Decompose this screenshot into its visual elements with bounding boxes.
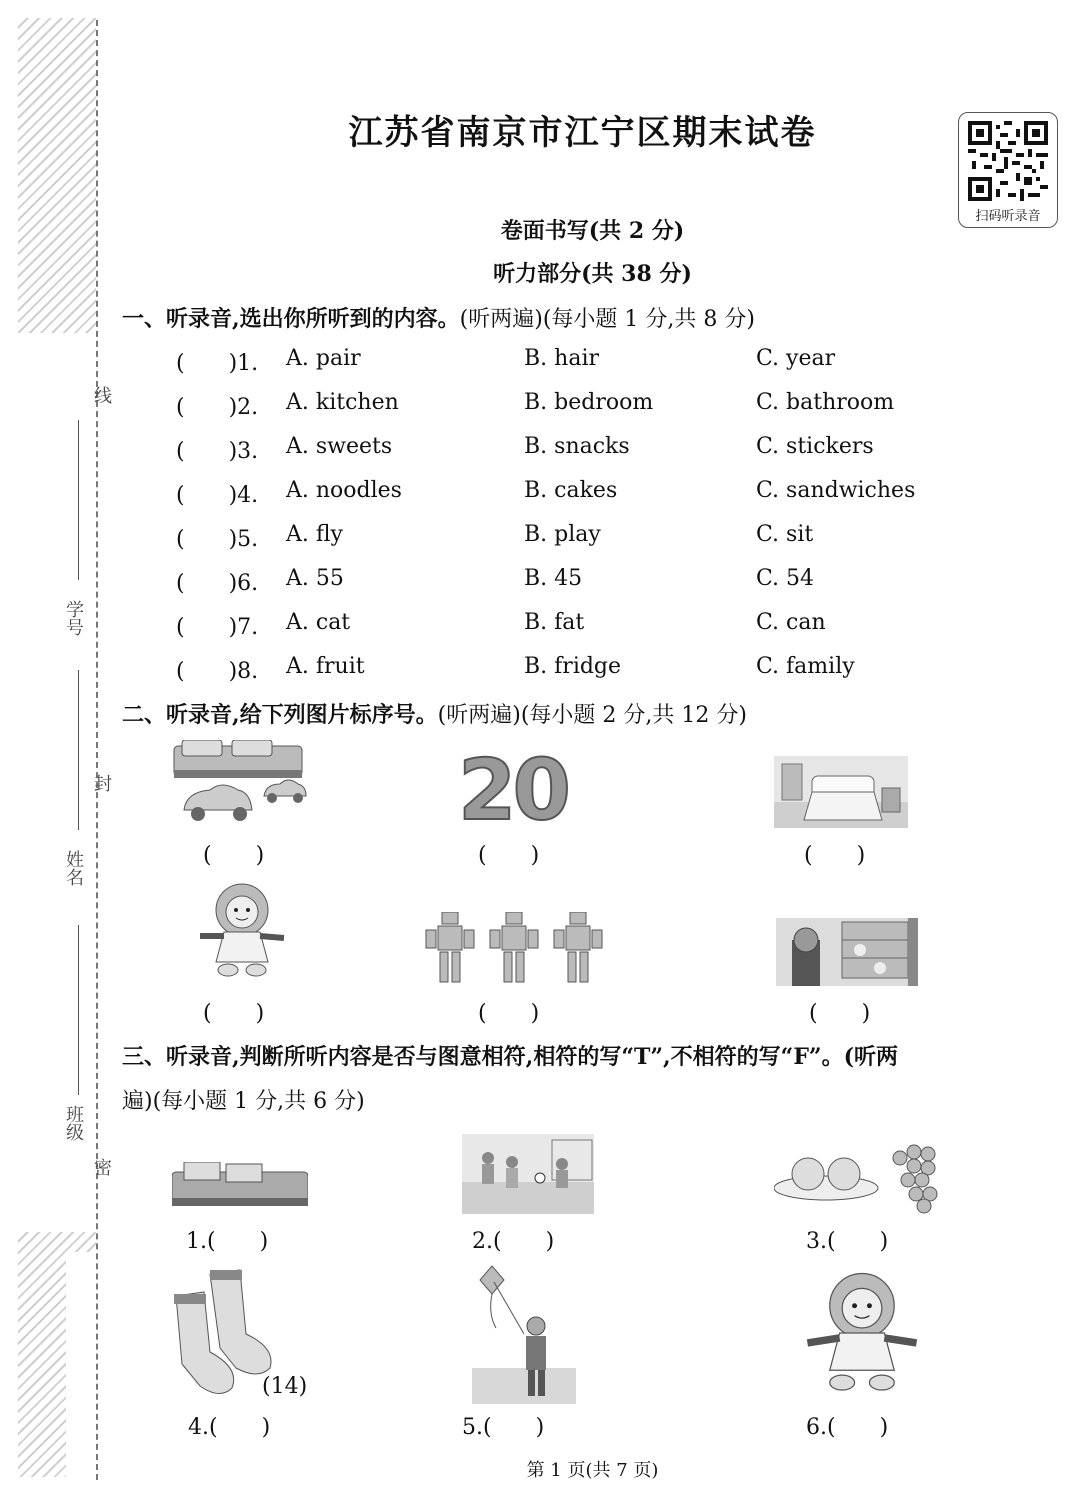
- question-number[interactable]: ( )5.: [176, 527, 259, 552]
- page-title: 江苏省南京市江宁区期末试卷: [348, 113, 817, 153]
- answer-blank-3[interactable]: 3.( ): [806, 1229, 889, 1254]
- bedroom-picture: [774, 756, 908, 832]
- doll-picture: [192, 880, 292, 984]
- answer-blank-4[interactable]: 4.( ): [188, 1415, 271, 1440]
- question-number[interactable]: ( )1.: [176, 351, 259, 376]
- margin-label-name: 姓名: [63, 850, 84, 886]
- option-b[interactable]: B. hair: [524, 346, 599, 371]
- section3-heading-line1: 三、听录音,判断所听内容是否与图意相符,相符的写“T”,不相符的写“F”。(听两: [122, 1044, 898, 1070]
- option-a[interactable]: A. cat: [286, 610, 351, 635]
- option-a[interactable]: A. fruit: [286, 654, 365, 679]
- answer-blank-5[interactable]: 5.( ): [462, 1415, 545, 1440]
- boy-flying-kite-picture: [472, 1264, 576, 1408]
- robots-picture: [424, 912, 608, 992]
- option-b[interactable]: B. play: [524, 522, 601, 547]
- margin-label-mi: 密: [91, 1158, 112, 1176]
- option-a[interactable]: A. sweets: [286, 434, 393, 459]
- option-a[interactable]: A. kitchen: [286, 390, 399, 415]
- question-number[interactable]: ( )4.: [176, 483, 259, 508]
- question-number[interactable]: ( )8.: [176, 659, 259, 684]
- apples-and-grapes-picture: [774, 1128, 950, 1220]
- section1-heading: 一、听录音,选出你所听到的内容。(听两遍)(每小题 1 分,共 8 分): [122, 306, 755, 332]
- option-c[interactable]: C. stickers: [756, 434, 874, 459]
- option-b[interactable]: B. fridge: [524, 654, 622, 679]
- answer-blank[interactable]: ( ): [478, 843, 540, 868]
- page-mark: (14): [262, 1374, 308, 1399]
- option-b[interactable]: B. bedroom: [524, 390, 654, 415]
- answer-blank[interactable]: ( ): [804, 843, 866, 868]
- cat-in-room-picture: [776, 918, 918, 990]
- qr-code-box[interactable]: [958, 112, 1058, 228]
- question-number[interactable]: ( )2.: [176, 395, 259, 420]
- option-b[interactable]: B. 45: [524, 566, 583, 591]
- sofa-picture: [172, 1162, 308, 1216]
- page-footer: 第 1 页(共 7 页): [526, 1460, 659, 1481]
- margin-rule: [78, 420, 79, 580]
- answer-blank[interactable]: ( ): [478, 1001, 540, 1026]
- option-c[interactable]: C. 54: [756, 566, 815, 591]
- answer-blank[interactable]: ( ): [203, 1001, 265, 1026]
- listening-score-heading: 听力部分(共 38 分): [493, 261, 692, 287]
- option-c[interactable]: C. can: [756, 610, 826, 635]
- margin-rule: [78, 925, 79, 1095]
- option-c[interactable]: C. bathroom: [756, 390, 895, 415]
- answer-blank-1[interactable]: 1.( ): [186, 1229, 269, 1254]
- option-c[interactable]: C. year: [756, 346, 836, 371]
- number-picture: 20: [458, 741, 567, 839]
- football-picture: [462, 1134, 594, 1218]
- question-number[interactable]: ( )3.: [176, 439, 259, 464]
- sofa-and-cars-picture: [172, 740, 312, 834]
- option-a[interactable]: A. pair: [286, 346, 361, 371]
- option-c[interactable]: C. sandwiches: [756, 478, 916, 503]
- doll-picture-2: [800, 1268, 924, 1402]
- answer-blank[interactable]: ( ): [203, 843, 265, 868]
- option-a[interactable]: A. 55: [286, 566, 344, 591]
- option-a[interactable]: A. noodles: [286, 478, 402, 503]
- question-number[interactable]: ( )6.: [176, 571, 259, 596]
- margin-hatch-bottom: [18, 1232, 96, 1477]
- margin-label-feng: 封: [91, 774, 112, 792]
- option-b[interactable]: B. fat: [524, 610, 585, 635]
- section3-heading-line2: 遍)(每小题 1 分,共 6 分): [122, 1089, 365, 1114]
- question-number[interactable]: ( )7.: [176, 615, 259, 640]
- margin-label-student-no: 学号: [63, 600, 84, 636]
- option-c[interactable]: C. family: [756, 654, 855, 679]
- qr-code-icon: [968, 121, 1048, 201]
- option-a[interactable]: A. fly: [286, 522, 343, 547]
- option-b[interactable]: B. snacks: [524, 434, 630, 459]
- option-b[interactable]: B. cakes: [524, 478, 618, 503]
- writing-score-heading: 卷面书写(共 2 分): [500, 218, 685, 244]
- margin-rule: [78, 670, 79, 830]
- answer-blank-2[interactable]: 2.( ): [472, 1229, 555, 1254]
- margin-label-xian: 线: [91, 386, 112, 404]
- qr-caption: 扫码听录音: [975, 209, 1041, 224]
- section2-heading: 二、听录音,给下列图片标序号。(听两遍)(每小题 2 分,共 12 分): [122, 702, 747, 728]
- answer-blank-6[interactable]: 6.( ): [806, 1415, 889, 1440]
- margin-label-class: 班级: [63, 1105, 84, 1141]
- answer-blank[interactable]: ( ): [809, 1001, 871, 1026]
- option-c[interactable]: C. sit: [756, 522, 814, 547]
